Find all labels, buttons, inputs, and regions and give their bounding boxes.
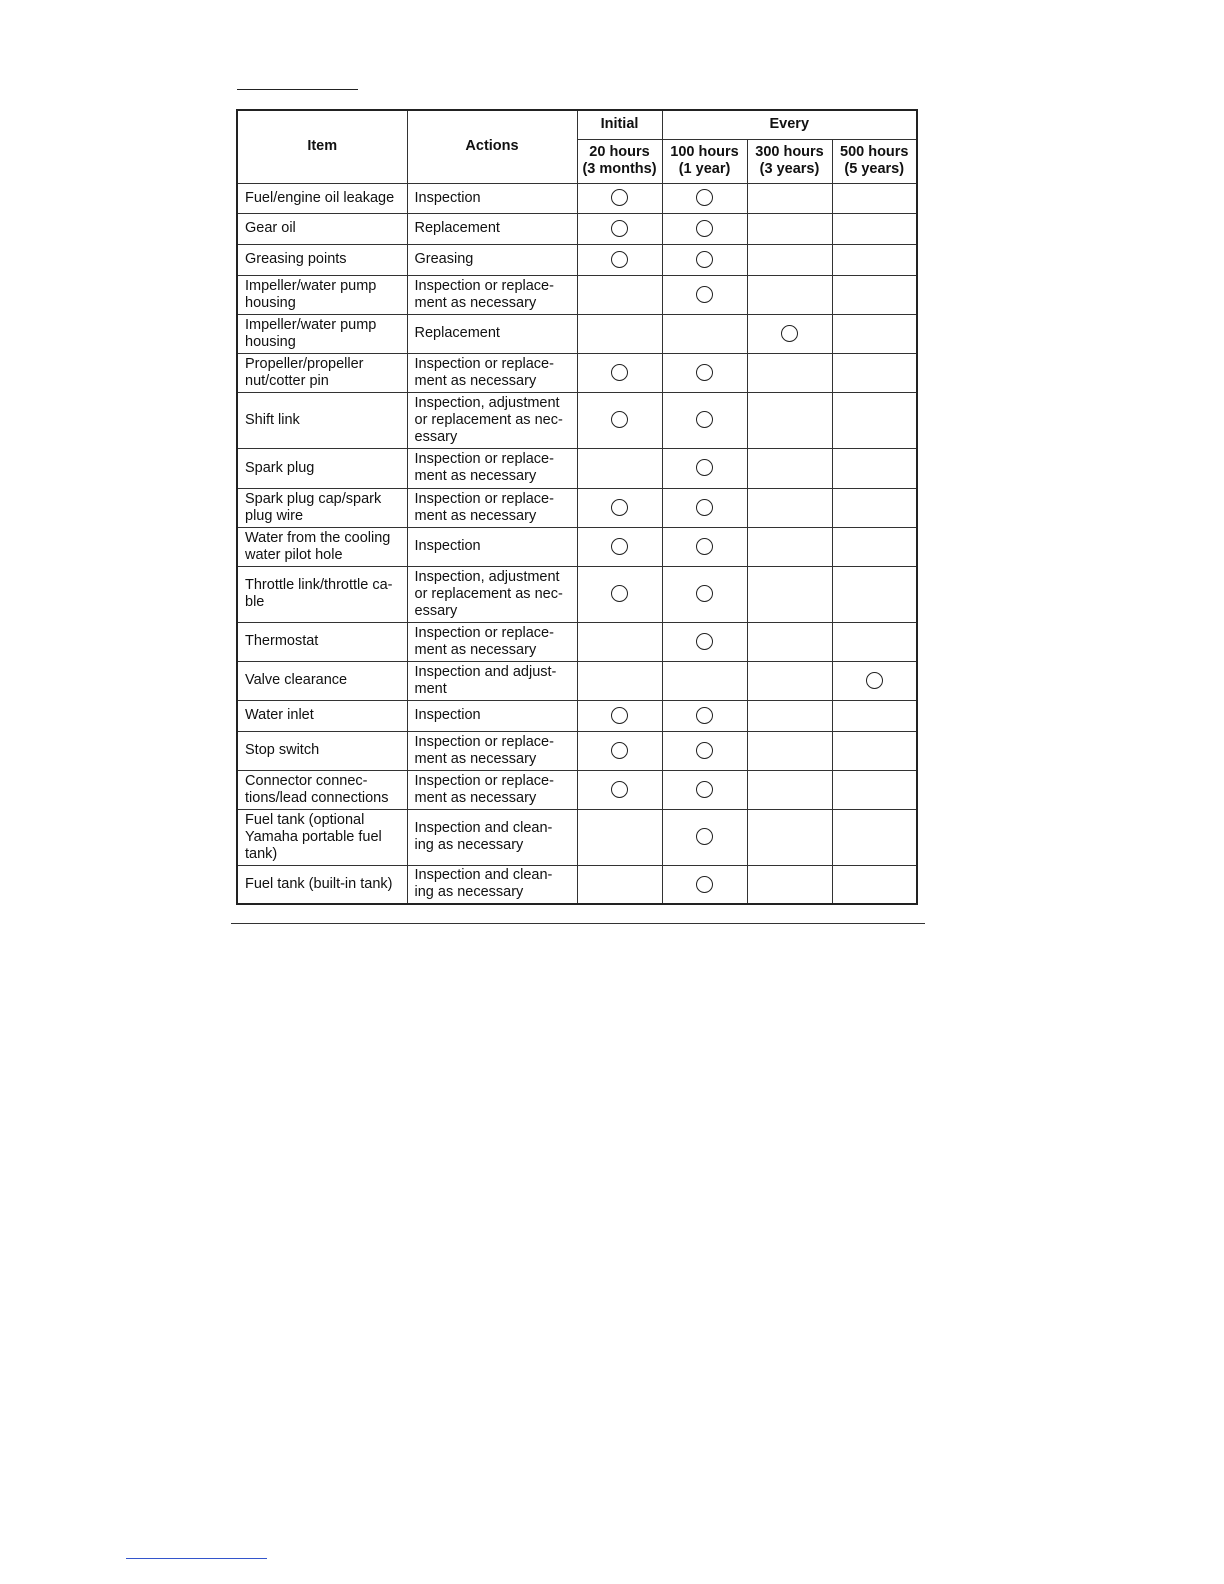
item-cell: Fuel tank (built-in tank) [237, 865, 407, 904]
circle-mark-icon [611, 538, 628, 555]
action-cell: Inspection [407, 527, 577, 566]
table-row [237, 392, 917, 448]
top-rule [237, 89, 358, 90]
circle-mark-icon [866, 672, 883, 689]
item-cell: Propeller/propeller nut/cotter pin [237, 353, 407, 392]
table-row [237, 244, 917, 275]
table-row [237, 622, 917, 661]
table-row [237, 448, 917, 488]
interval-cell [747, 488, 832, 527]
action-cell: Inspection or replace-ment as necessary [407, 275, 577, 314]
interval-cell [577, 213, 662, 244]
interval-cell [662, 314, 747, 353]
interval-cell [577, 527, 662, 566]
interval-cell [577, 622, 662, 661]
action-cell: Inspection [407, 183, 577, 213]
interval-cell [832, 770, 917, 809]
circle-mark-icon [696, 189, 713, 206]
header-interval-20h: 20 hours (3 months) [577, 139, 662, 183]
action-cell: Inspection and clean-ing as necessary [407, 809, 577, 865]
action-cell: Inspection, adjustment or replacement as nec-essary [407, 566, 577, 622]
interval-cell [577, 731, 662, 770]
interval-cell [662, 731, 747, 770]
interval-cell [577, 566, 662, 622]
circle-mark-icon [696, 742, 713, 759]
interval-cell [747, 392, 832, 448]
interval-cell [577, 353, 662, 392]
item-cell: Water inlet [237, 700, 407, 731]
circle-mark-icon [696, 876, 713, 893]
interval-cell [662, 392, 747, 448]
interval-cell [662, 661, 747, 700]
interval-cell [832, 392, 917, 448]
interval-cell [747, 700, 832, 731]
circle-mark-icon [696, 499, 713, 516]
interval-cell [662, 353, 747, 392]
interval-cell [662, 865, 747, 904]
table-row [237, 488, 917, 527]
item-cell: Greasing points [237, 244, 407, 275]
interval-cell [747, 213, 832, 244]
circle-mark-icon [781, 325, 798, 342]
circle-mark-icon [696, 459, 713, 476]
item-cell: Connector connec-tions/lead connections [237, 770, 407, 809]
circle-mark-icon [696, 707, 713, 724]
interval-cell [747, 314, 832, 353]
circle-mark-icon [696, 411, 713, 428]
circle-mark-icon [611, 707, 628, 724]
circle-mark-icon [696, 251, 713, 268]
circle-mark-icon [611, 364, 628, 381]
interval-cell [662, 183, 747, 213]
item-cell: Water from the cooling water pilot hole [237, 527, 407, 566]
interval-cell [577, 661, 662, 700]
header-item: Item [237, 110, 407, 183]
interval-cell [662, 566, 747, 622]
interval-cell [747, 353, 832, 392]
interval-cell [747, 809, 832, 865]
item-cell: Fuel/engine oil leakage [237, 183, 407, 213]
action-cell: Inspection or replace-ment as necessary [407, 488, 577, 527]
interval-cell [832, 527, 917, 566]
interval-cell [832, 865, 917, 904]
action-cell: Replacement [407, 314, 577, 353]
item-cell: Gear oil [237, 213, 407, 244]
interval-cell [662, 488, 747, 527]
interval-cell [832, 661, 917, 700]
circle-mark-icon [611, 781, 628, 798]
interval-cell [832, 244, 917, 275]
circle-mark-icon [611, 189, 628, 206]
action-cell: Inspection and clean-ing as necessary [407, 865, 577, 904]
table-row [237, 527, 917, 566]
interval-cell [747, 275, 832, 314]
interval-cell [747, 448, 832, 488]
circle-mark-icon [611, 742, 628, 759]
item-cell: Stop switch [237, 731, 407, 770]
circle-mark-icon [696, 781, 713, 798]
interval-cell [747, 527, 832, 566]
table-row [237, 865, 917, 904]
interval-cell [747, 770, 832, 809]
interval-cell [832, 809, 917, 865]
interval-cell [577, 275, 662, 314]
circle-mark-icon [696, 286, 713, 303]
interval-cell [832, 275, 917, 314]
interval-cell [577, 448, 662, 488]
header-interval-100h: 100 hours (1 year) [662, 139, 747, 183]
interval-cell [577, 314, 662, 353]
interval-cell [747, 622, 832, 661]
header-interval-300h: 300 hours (3 years) [747, 139, 832, 183]
interval-cell [577, 809, 662, 865]
action-cell: Inspection or replace-ment as necessary [407, 770, 577, 809]
interval-cell [832, 731, 917, 770]
header-interval-500h: 500 hours (5 years) [832, 139, 917, 183]
footer-link-rule [126, 1558, 267, 1559]
interval-cell [662, 213, 747, 244]
circle-mark-icon [696, 220, 713, 237]
action-cell: Inspection, adjustment or replacement as nec-essary [407, 392, 577, 448]
interval-cell [832, 183, 917, 213]
interval-cell [662, 622, 747, 661]
table-row [237, 353, 917, 392]
circle-mark-icon [611, 411, 628, 428]
interval-cell [747, 566, 832, 622]
interval-cell [832, 448, 917, 488]
action-cell: Inspection and adjust-ment [407, 661, 577, 700]
action-cell: Inspection or replace-ment as necessary [407, 353, 577, 392]
item-cell: Spark plug [237, 448, 407, 488]
header-actions: Actions [407, 110, 577, 183]
table-row [237, 213, 917, 244]
interval-cell [832, 353, 917, 392]
table-row [237, 275, 917, 314]
action-cell: Inspection or replace-ment as necessary [407, 622, 577, 661]
table-body [237, 183, 917, 904]
header-initial: Initial [577, 110, 662, 139]
interval-cell [577, 770, 662, 809]
interval-cell [577, 865, 662, 904]
interval-cell [747, 661, 832, 700]
table-row [237, 314, 917, 353]
interval-cell [747, 244, 832, 275]
interval-cell [662, 809, 747, 865]
interval-cell [832, 566, 917, 622]
item-cell: Valve clearance [237, 661, 407, 700]
interval-cell [832, 314, 917, 353]
circle-mark-icon [696, 828, 713, 845]
interval-cell [832, 488, 917, 527]
table-row [237, 661, 917, 700]
item-cell: Spark plug cap/spark plug wire [237, 488, 407, 527]
table-row [237, 731, 917, 770]
item-cell: Thermostat [237, 622, 407, 661]
interval-cell [832, 213, 917, 244]
circle-mark-icon [611, 220, 628, 237]
circle-mark-icon [696, 633, 713, 650]
action-cell: Inspection [407, 700, 577, 731]
interval-cell [747, 183, 832, 213]
interval-cell [577, 488, 662, 527]
interval-cell [577, 183, 662, 213]
header-every: Every [662, 110, 917, 139]
action-cell: Replacement [407, 213, 577, 244]
circle-mark-icon [696, 538, 713, 555]
item-cell: Throttle link/throttle ca-ble [237, 566, 407, 622]
bottom-rule [231, 923, 925, 924]
circle-mark-icon [696, 364, 713, 381]
table-row [237, 183, 917, 213]
circle-mark-icon [611, 499, 628, 516]
interval-cell [662, 448, 747, 488]
interval-cell [662, 244, 747, 275]
action-cell: Inspection or replace-ment as necessary [407, 448, 577, 488]
action-cell: Greasing [407, 244, 577, 275]
table-row [237, 700, 917, 731]
item-cell: Impeller/water pump housing [237, 275, 407, 314]
table-row [237, 770, 917, 809]
interval-cell [662, 700, 747, 731]
interval-cell [662, 275, 747, 314]
circle-mark-icon [696, 585, 713, 602]
maintenance-schedule-table [236, 109, 918, 905]
interval-cell [577, 700, 662, 731]
interval-cell [832, 700, 917, 731]
circle-mark-icon [611, 251, 628, 268]
table-row [237, 566, 917, 622]
interval-cell [577, 244, 662, 275]
table-row [237, 809, 917, 865]
interval-cell [832, 622, 917, 661]
item-cell: Fuel tank (optional Yamaha portable fuel tank) [237, 809, 407, 865]
circle-mark-icon [611, 585, 628, 602]
interval-cell [662, 527, 747, 566]
action-cell: Inspection or replace-ment as necessary [407, 731, 577, 770]
item-cell: Shift link [237, 392, 407, 448]
interval-cell [577, 392, 662, 448]
interval-cell [747, 865, 832, 904]
interval-cell [747, 731, 832, 770]
item-cell: Impeller/water pump housing [237, 314, 407, 353]
interval-cell [662, 770, 747, 809]
